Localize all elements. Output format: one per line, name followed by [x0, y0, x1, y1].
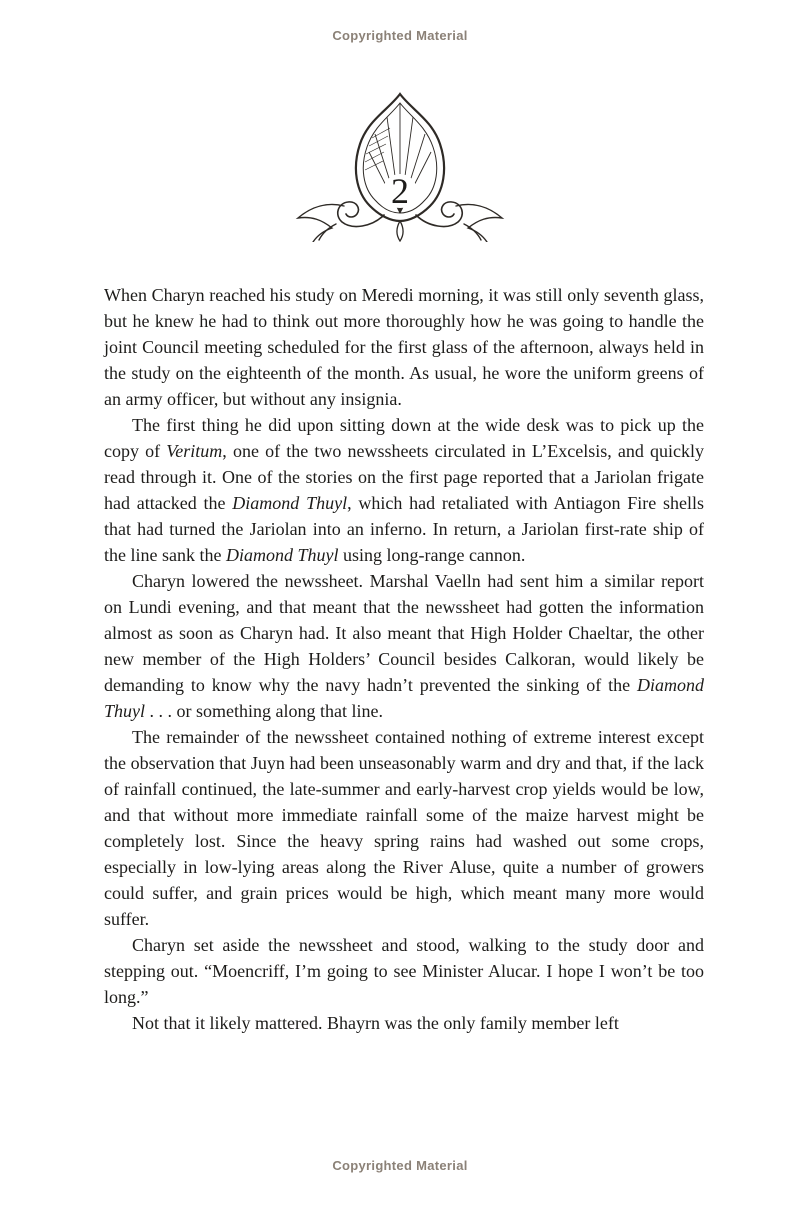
copyright-notice-bottom: Copyrighted Material	[332, 1158, 468, 1173]
paragraph	[104, 932, 704, 1010]
paragraph	[104, 282, 704, 412]
text-run: Charyn set aside the newssheet and stood, walking to the study door and stepping out. “Moencriff, I’m going to see Minister Alucar. I hope I won’t be too long.”	[104, 935, 704, 1007]
copyright-notice-top: Copyrighted Material	[332, 28, 468, 43]
text-run: , one of the two newssheets circulated in L’Excelsis, and quickly read through it. One of the stories on the first page reported that a Jariolan frigate had attacked the	[104, 441, 705, 513]
text-run: Charyn lowered the newssheet. Marshal Vaelln had sent him a similar report on Lundi evening, and that meant that the newssheet had gotten the information almost as soon as Charyn had. It also meant that High Holder Chaeltar, the other new member of the High Holders’ Council besides Calkoran, would likely be demanding to know why the navy hadn’t prevented the sinking of the	[104, 571, 704, 695]
chapter-number: 2	[391, 171, 409, 211]
paragraph	[104, 724, 704, 932]
italic-text-run: Veritum	[166, 441, 223, 461]
italic-text-run: Diamond Thuyl	[225, 545, 339, 565]
italic-text-run: Diamond Thuyl	[232, 493, 348, 513]
text-run: using long-range cannon.	[338, 545, 526, 565]
paragraph	[104, 412, 704, 568]
text-run: , which had retaliated with Antiagon Fire shells that had turned the Jariolan into an inferno. In return, a Jariolan first-rate ship of the line sank the	[104, 493, 705, 565]
text-run: Not that it likely mattered. Bhayrn was the only family member left	[132, 1013, 619, 1033]
shell-scroll-ornament-icon	[292, 90, 508, 242]
italic-text-run: Diamond Thuyl	[104, 675, 704, 721]
text-run: The remainder of the newssheet contained nothing of extreme interest except the observation that Juyn had been unseasonably warm and dry and that, if the lack of rainfall continued, the late-summer and early-harvest crop yields would be low, and that without more immediate rainfall some of the maize harvest might be completely lost. Since the heavy spring rains had washed out some crops, especially in low-lying areas along the River Aluse, quite a number of growers could suffer, and grain prices would be high, which meant many more would suffer.	[104, 727, 704, 929]
chapter-ornament	[0, 90, 800, 242]
paragraph	[104, 1010, 704, 1036]
text-run: . . . or something along that line.	[145, 701, 383, 721]
text-run: The first thing he did upon sitting down at the wide desk was to pick up the copy of	[104, 415, 704, 461]
text-run: When Charyn reached his study on Meredi morning, it was still only seventh glass, but he knew he had to think out more thoroughly how he was going to handle the joint Council meeting scheduled for the first glass of the afternoon, always held in the study on the eighteenth of the month. As usual, he wore the uniform greens of an army officer, but without any insignia.	[104, 285, 704, 409]
body-text	[104, 282, 704, 1036]
paragraph	[104, 568, 704, 724]
